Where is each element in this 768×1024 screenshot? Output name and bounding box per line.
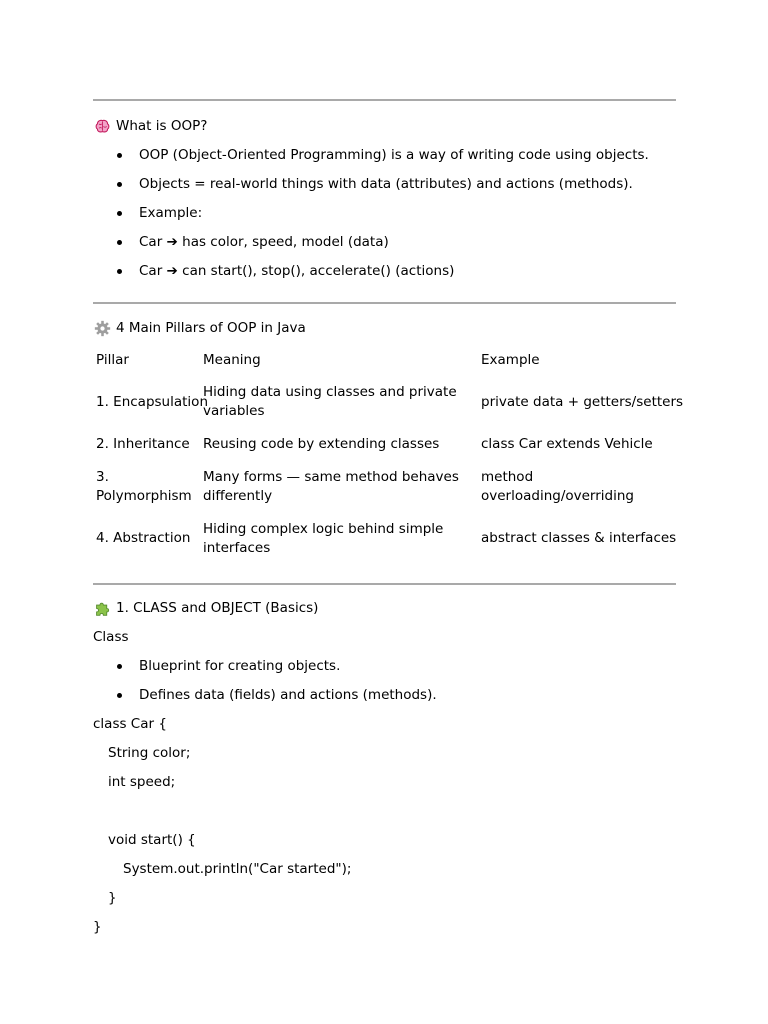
bullet-dot <box>117 153 122 158</box>
code-line: } <box>93 919 102 935</box>
code-line: String color; <box>108 745 191 761</box>
list-item: Defines data (fields) and actions (methods). <box>139 687 437 703</box>
code-line: void start() { <box>108 832 196 848</box>
subheading-class: Class <box>93 629 129 645</box>
list-item: Example: <box>139 205 203 221</box>
brain-icon <box>94 118 111 135</box>
bullet-dot <box>117 269 122 274</box>
divider <box>93 583 676 585</box>
table-header-pillar: Pillar <box>96 352 129 368</box>
bullet-dot <box>117 693 122 698</box>
bullet-dot <box>117 240 122 245</box>
divider <box>93 302 676 304</box>
table-cell-example: overloading/overriding <box>481 488 634 504</box>
table-cell-example: abstract classes & interfaces <box>481 530 677 546</box>
table-cell-pillar: 1. Encapsulation <box>96 394 208 410</box>
code-line: int speed; <box>108 774 176 790</box>
section-title-class-object: 1. CLASS and OBJECT (Basics) <box>116 600 319 616</box>
code-line: } <box>108 890 117 906</box>
code-line: System.out.println("Car started"); <box>123 861 352 877</box>
table-cell-meaning: Hiding complex logic behind simple <box>203 521 444 537</box>
section-title-oop: What is OOP? <box>116 118 208 134</box>
section-title-pillars: 4 Main Pillars of OOP in Java <box>116 320 306 336</box>
table-cell-meaning: Hiding data using classes and private <box>203 384 457 400</box>
table-cell-pillar: 2. Inheritance <box>96 436 190 452</box>
list-item: Car ➔ has color, speed, model (data) <box>139 234 389 250</box>
table-cell-meaning: differently <box>203 488 273 504</box>
table-cell-meaning: Reusing code by extending classes <box>203 436 440 452</box>
bullet-dot <box>117 182 122 187</box>
bullet-dot <box>117 211 122 216</box>
bullet-dot <box>117 664 122 669</box>
list-item: Objects = real-world things with data (attributes) and actions (methods). <box>139 176 633 192</box>
gear-icon <box>94 320 111 337</box>
puzzle-icon <box>94 600 111 617</box>
list-item: Blueprint for creating objects. <box>139 658 341 674</box>
table-cell-pillar: 3. <box>96 469 109 485</box>
divider <box>93 99 676 101</box>
table-cell-example: method <box>481 469 534 485</box>
table-cell-pillar: Polymorphism <box>96 488 192 504</box>
code-line: class Car { <box>93 716 167 732</box>
table-cell-meaning: interfaces <box>203 540 271 556</box>
table-cell-pillar: 4. Abstraction <box>96 530 191 546</box>
table-cell-example: private data + getters/setters <box>481 394 684 410</box>
table-cell-example: class Car extends Vehicle <box>481 436 653 452</box>
table-cell-meaning: variables <box>203 403 265 419</box>
table-cell-meaning: Many forms — same method behaves <box>203 469 459 485</box>
list-item: OOP (Object-Oriented Programming) is a way of writing code using objects. <box>139 147 649 163</box>
list-item: Car ➔ can start(), stop(), accelerate() (actions) <box>139 263 455 279</box>
table-header-meaning: Meaning <box>203 352 261 368</box>
table-header-example: Example <box>481 352 540 368</box>
